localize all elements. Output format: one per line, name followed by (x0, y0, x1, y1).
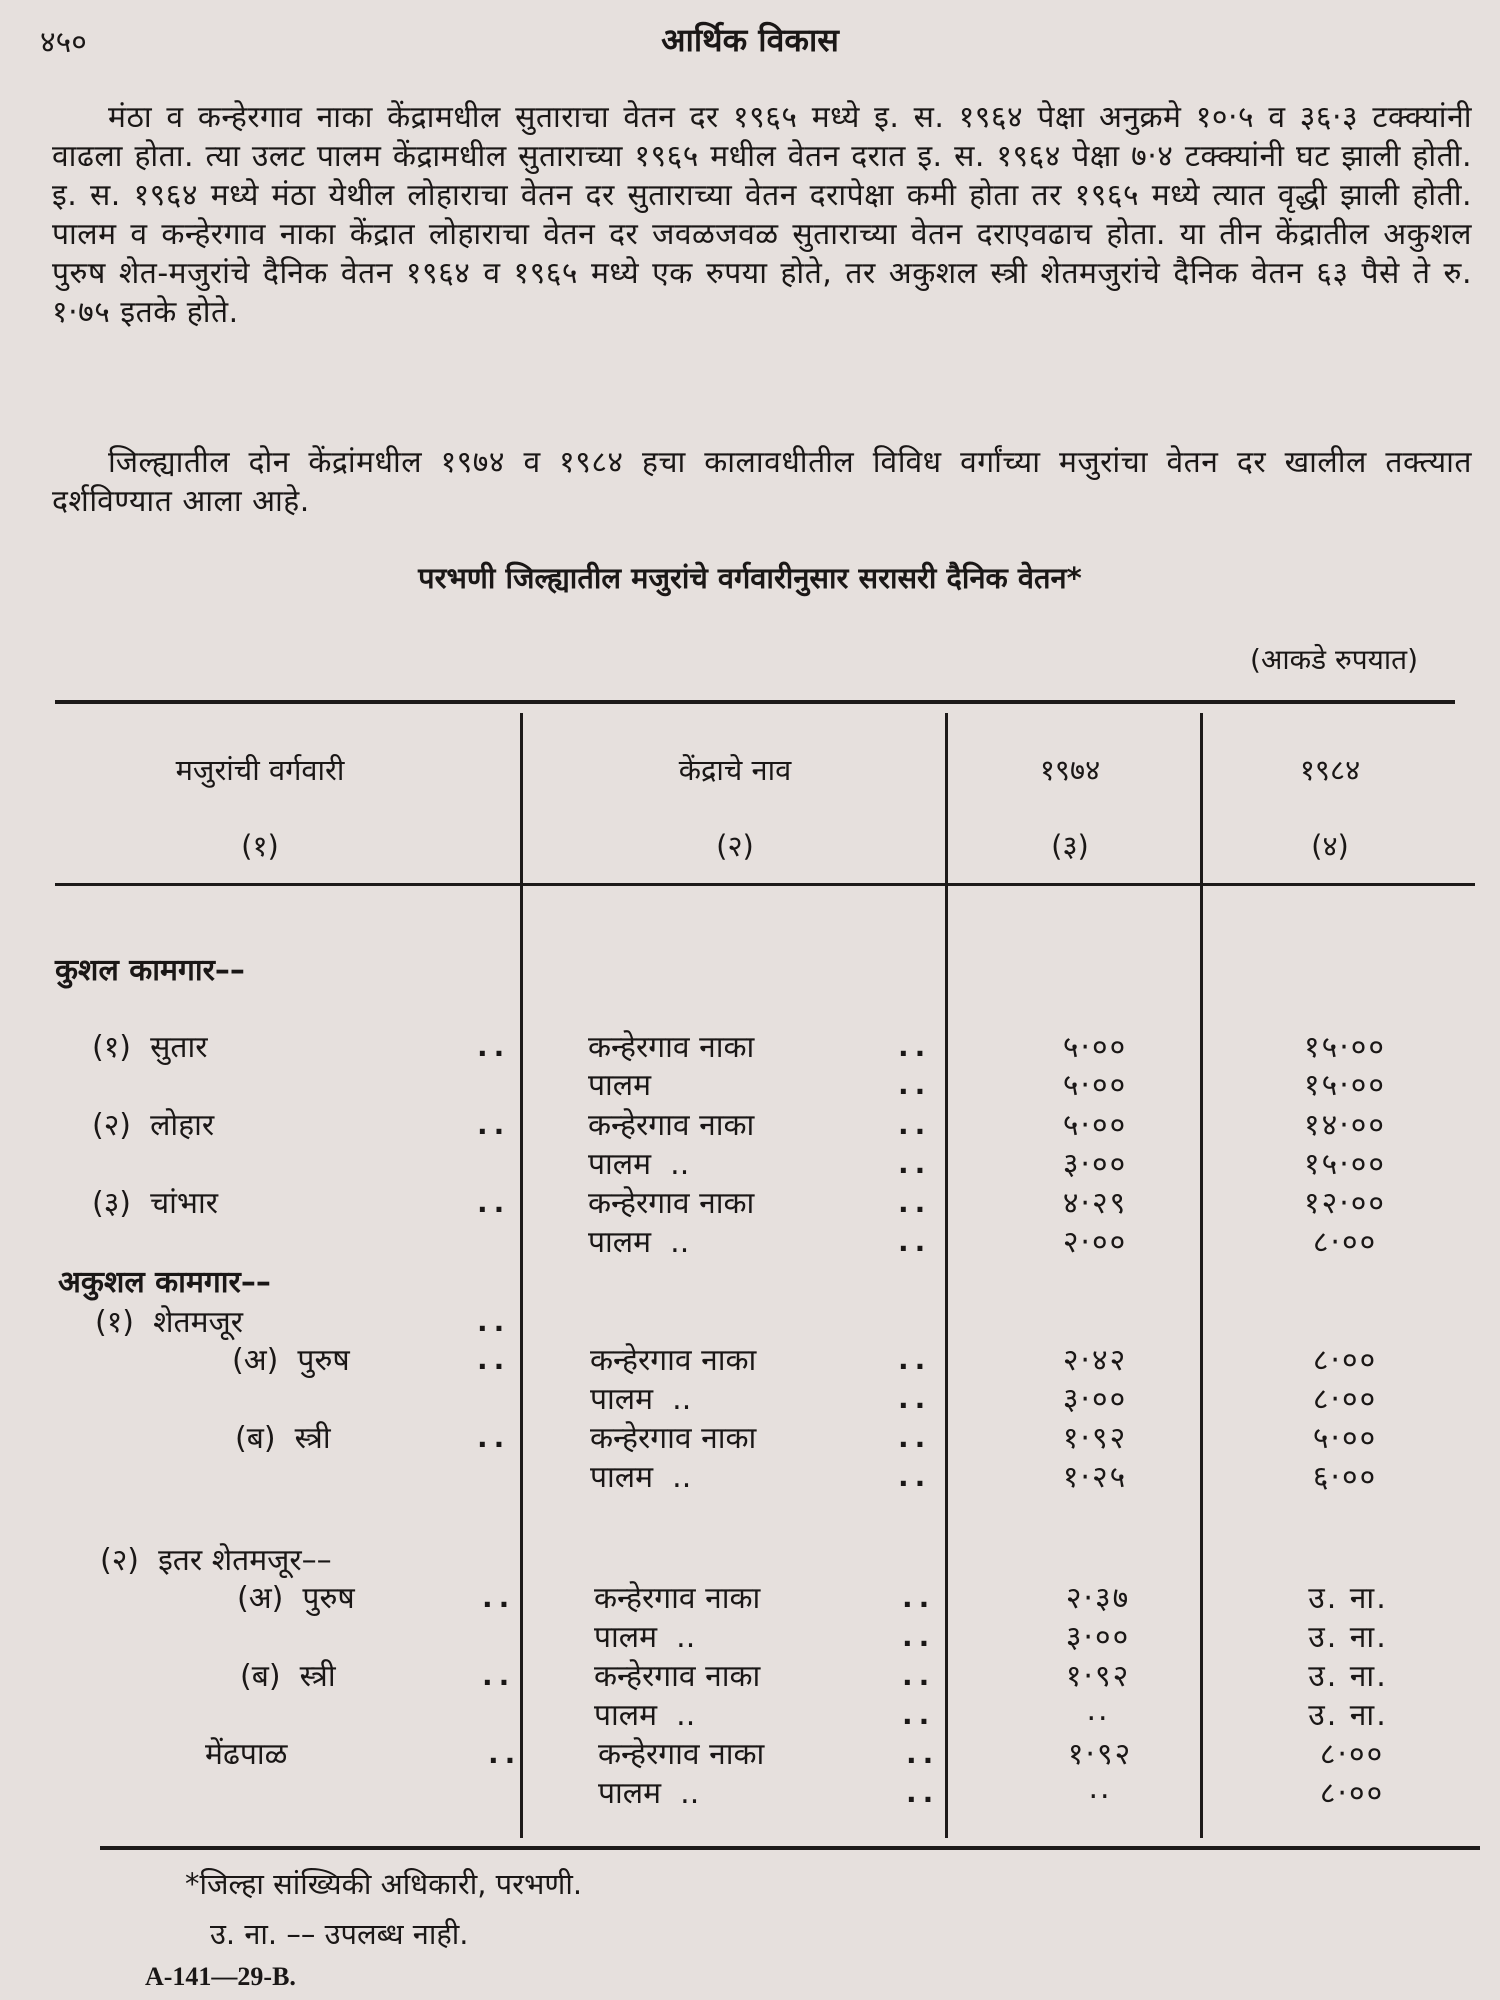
value-1984: ८·०० (1312, 1343, 1378, 1378)
page-number: ४५० (40, 25, 87, 60)
value-1984: १५·०० (1304, 1068, 1386, 1103)
center-name: कन्हेरगाव नाका (588, 1186, 755, 1221)
dot-leader: .. (898, 1460, 932, 1493)
dot-leader: .. (898, 1147, 932, 1180)
value-1974: ४·२९ (1062, 1186, 1128, 1221)
dot-leader: .. (906, 1737, 940, 1770)
value-1984: उ. ना. (1308, 1698, 1388, 1733)
column-header-center: केंद्राचे नाव (678, 753, 792, 787)
value-1984: ६·०० (1312, 1460, 1378, 1495)
column-number-3: (३) (1051, 829, 1089, 863)
center-name: कन्हेरगाव नाका (590, 1343, 757, 1378)
category-cobbler: (३) चांभार (92, 1186, 219, 1221)
dot-leader: .. (902, 1620, 936, 1653)
column-header-1974: १९७४ (1039, 753, 1101, 787)
dot-leader: .. (482, 1659, 516, 1692)
running-title: आर्थिक विकास (661, 21, 839, 59)
column-header-1984: १९८४ (1299, 753, 1361, 787)
column-header-category: मजुरांची वर्गवारी (175, 753, 345, 787)
dot-leader: .. (898, 1068, 932, 1101)
category-female: (ब) स्त्री (235, 1421, 331, 1456)
center-name: पालम .. (588, 1225, 690, 1260)
dot-leader: .. (477, 1186, 511, 1219)
footnote-source: *जिल्हा सांख्यिकी अधिकारी, परभणी. (185, 1867, 583, 1901)
body-paragraph-2: जिल्ह्यातील दोन केंद्रांमधील १९७४ व १९८४ हचा कालावधीतील विविध वर्गांच्या मजुरांचा वेतन दर खालील तक्त्यात दर्शविण्यात आला आहे. (52, 445, 1472, 519)
value-1974: ५·०० (1062, 1030, 1128, 1065)
dot-leader: .. (898, 1421, 932, 1454)
category-blacksmith: (२) लोहार (92, 1108, 215, 1143)
column-number-1: (१) (241, 829, 279, 863)
table-bottom-rule (100, 1846, 1480, 1850)
category-other-farm-labour: (२) इतर शेतमजूर–– (100, 1543, 332, 1578)
value-1974: ३·०० (1065, 1620, 1131, 1655)
table-title: परभणी जिल्ह्यातील मजुरांचे वर्गवारीनुसार सरासरी दैनिक वेतन* (418, 561, 1082, 595)
value-1984: उ. ना. (1308, 1659, 1388, 1694)
value-1974: १·९२ (1065, 1659, 1131, 1694)
value-1974: २·३७ (1065, 1581, 1131, 1616)
value-1974: १·९२ (1067, 1737, 1133, 1772)
value-1984: १२·०० (1304, 1186, 1386, 1221)
value-1974: ५·०० (1062, 1108, 1128, 1143)
center-name: पालम .. (590, 1382, 692, 1417)
dot-leader: .. (482, 1581, 516, 1614)
center-name: पालम .. (588, 1147, 690, 1182)
value-1984: उ. ना. (1308, 1581, 1388, 1616)
value-1984: ८·०० (1312, 1382, 1378, 1417)
dot-leader: .. (898, 1186, 932, 1219)
value-1984: ८·०० (1319, 1737, 1385, 1772)
center-name: पालम .. (594, 1698, 696, 1733)
dot-leader: .. (477, 1305, 511, 1338)
dot-leader: .. (898, 1382, 932, 1415)
center-name: कन्हेरगाव नाका (594, 1581, 761, 1616)
section-skilled-workers: कुशल कामगार–– (55, 953, 245, 988)
value-1974: ५·०० (1062, 1068, 1128, 1103)
value-1984: ८·०० (1319, 1776, 1385, 1811)
category-carpenter: (१) सुतार (92, 1030, 208, 1065)
center-name: कन्हेरगाव नाका (594, 1659, 761, 1694)
dot-leader: .. (902, 1659, 936, 1692)
table-unit-note: (आकडे रुपयात) (1250, 643, 1418, 676)
dot-leader: .. (898, 1343, 932, 1376)
value-1974: २·०० (1062, 1225, 1128, 1260)
dot-leader: .. (477, 1421, 511, 1454)
category-farm-labour: (१) शेतमजूर (95, 1305, 244, 1340)
footnote-abbreviation: उ. ना. –– उपलब्ध नाही. (210, 1917, 469, 1951)
value-1974: .. (1088, 1771, 1112, 1806)
column-divider-3 (1200, 713, 1203, 1838)
dot-leader: .. (902, 1581, 936, 1614)
table-header-rule (55, 883, 1475, 886)
category-female: (ब) स्त्री (240, 1659, 336, 1694)
dot-leader: .. (902, 1698, 936, 1731)
dot-leader: .. (477, 1343, 511, 1376)
section-unskilled-workers: अकुशल कामगार–– (58, 1265, 271, 1300)
center-name: पालम (588, 1068, 652, 1103)
dot-leader: .. (488, 1737, 522, 1770)
value-1974: ३·०० (1062, 1147, 1128, 1182)
center-name: कन्हेरगाव नाका (598, 1737, 765, 1772)
center-name: पालम .. (590, 1460, 692, 1495)
dot-leader: .. (898, 1030, 932, 1063)
value-1984: ५·०० (1312, 1421, 1378, 1456)
body-paragraph-1: मंठा व कन्हेरगाव नाका केंद्रामधील सुताराचा वेतन दर १९६५ मध्ये इ. स. १९६४ पेक्षा अनुक्रमे १०·५ व ३६·३ टक्क्यांनी वाढला होता. त्या उलट पालम केंद्रामधील सुताराच्या १९६५ मधील वेतन दरात इ. स. १९६४ पेक्षा ७·४ टक्क्यांनी घट झाली होती. इ. स. १९६४ मध्ये मंठा येथील लोहाराचा वेतन दर सुताराच्या वेतन दरापेक्षा कमी होता तर १९६५ मध्ये त्यात वृद्धी झाली होती. पालम व कन्हेरगाव नाका केंद्रात लोहाराचा वेतन दर जवळजवळ सुताराच्या वेतन दराएवढाच होता. या तीन केंद्रातील अकुशल पुरुष शेत-मजुरांचे दैनिक वेतन १९६४ व १९६५ मध्ये एक रुपया होते, तर अकुशल स्त्री शेतमजुरांचे दैनिक वेतन ६३ पैसे ते रु. १·७५ इतके होते. (52, 100, 1472, 330)
dot-leader: .. (898, 1108, 932, 1141)
value-1984: १४·०० (1304, 1108, 1386, 1143)
column-divider-2 (945, 713, 948, 1838)
dot-leader: .. (477, 1108, 511, 1141)
column-divider-1 (520, 713, 523, 1838)
center-name: पालम .. (594, 1620, 696, 1655)
value-1974: १·२५ (1062, 1460, 1128, 1495)
center-name: कन्हेरगाव नाका (588, 1030, 755, 1065)
value-1974: २·४२ (1062, 1343, 1128, 1378)
dot-leader: .. (898, 1225, 932, 1258)
column-number-2: (२) (716, 829, 754, 863)
category-shepherd: मेंढपाळ (205, 1737, 288, 1772)
category-male: (अ) पुरुष (232, 1343, 350, 1378)
value-1984: उ. ना. (1308, 1620, 1388, 1655)
center-name: कन्हेरगाव नाका (590, 1421, 757, 1456)
value-1974: .. (1086, 1693, 1110, 1728)
dot-leader: .. (477, 1030, 511, 1063)
column-number-4: (४) (1311, 829, 1349, 863)
table-top-rule (55, 700, 1455, 704)
value-1984: १५·०० (1304, 1147, 1386, 1182)
dot-leader: .. (906, 1776, 940, 1809)
center-name: पालम .. (598, 1776, 700, 1811)
value-1984: ८·०० (1312, 1225, 1378, 1260)
print-code: A-141—29-B. (145, 1962, 296, 1991)
value-1974: ३·०० (1062, 1382, 1128, 1417)
category-male: (अ) पुरुष (237, 1581, 355, 1616)
value-1984: १५·०० (1304, 1030, 1386, 1065)
value-1974: १·९२ (1062, 1421, 1128, 1456)
center-name: कन्हेरगाव नाका (588, 1108, 755, 1143)
